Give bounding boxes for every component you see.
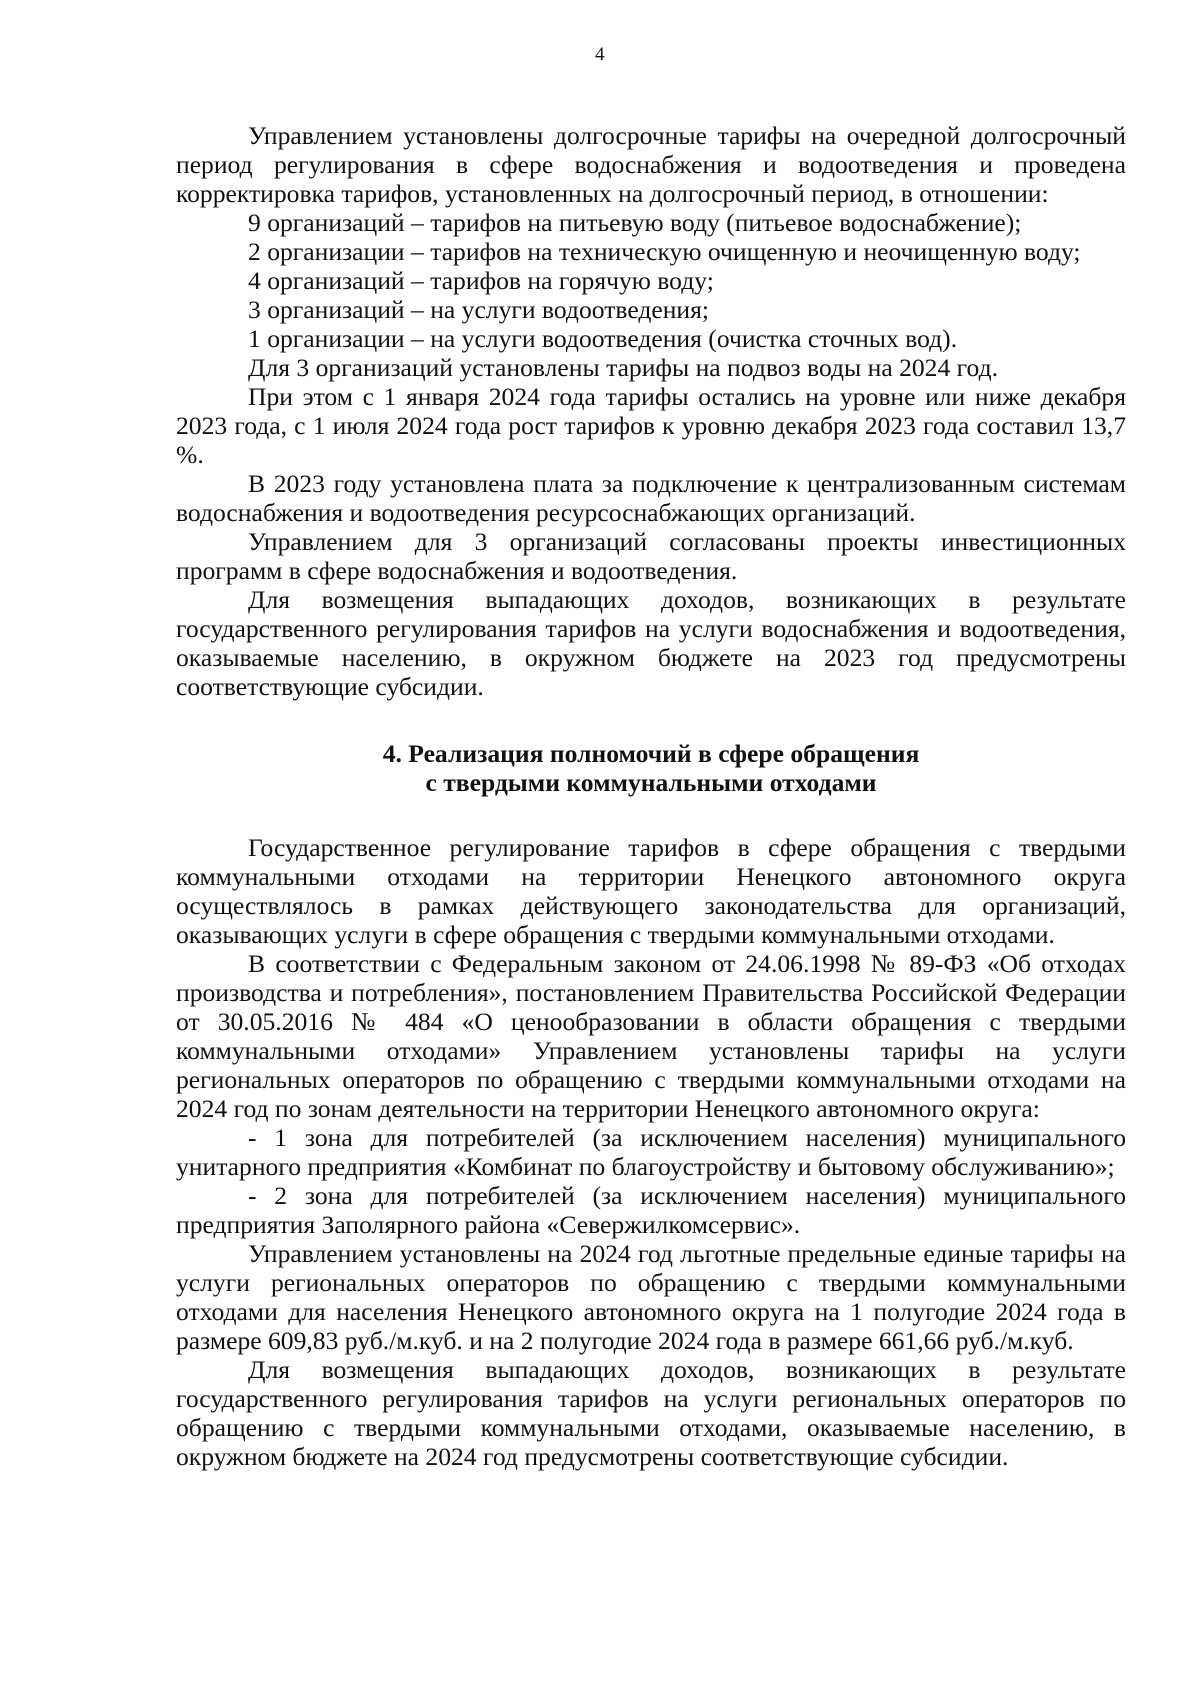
paragraph: Для возмещения выпадающих доходов, возникающих в результате государственного регулирования тарифов на услуги региональных операторов по обращению с твердыми коммунальными отходами, оказываемые населению, в окружном бюджете на 2024 год предусмотрены соответствующие субсидии. bbox=[176, 1355, 1126, 1471]
paragraph: - 1 зона для потребителей (за исключением населения) муниципального унитарного предприятия «Комбинат по благоустройству и бытовому обслуживанию»; bbox=[176, 1123, 1126, 1181]
paragraph: Управлением для 3 организаций согласованы проекты инвестиционных программ в сфере водоснабжения и водоотведения. bbox=[176, 527, 1126, 585]
paragraph: Для возмещения выпадающих доходов, возникающих в результате государственного регулирования тарифов на услуги водоснабжения и водоотведения, оказываемые населению, в окружном бюджете на 2023 год предусмотрены соответствующие субсидии. bbox=[176, 585, 1126, 701]
paragraphs-after bbox=[176, 833, 1126, 1471]
list-item: 1 организации – на услуги водоотведения (очистка сточных вод). bbox=[248, 324, 958, 353]
paragraphs-before bbox=[176, 121, 1126, 701]
page-number: 4 bbox=[595, 44, 605, 65]
section-heading bbox=[176, 739, 1126, 797]
document-body bbox=[176, 121, 1126, 1471]
paragraph: Государственное регулирование тарифов в сфере обращения с твердыми коммунальными отходами на территории Ненецкого автономного округа осуществлялось в рамках действующего законодательства для организаций, оказывающих услуги в сфере обращения с твердыми коммунальными отходами. bbox=[176, 833, 1126, 949]
list-item: 4 организаций – тарифов на горячую воду; bbox=[248, 266, 714, 295]
paragraph: - 2 зона для потребителей (за исключением населения) муниципального предприятия Заполярного района «Севержилкомсервис». bbox=[176, 1181, 1126, 1239]
paragraph: В 2023 году установлена плата за подключение к централизованным системам водоснабжения и водоотведения ресурсоснабжающих организаций. bbox=[176, 469, 1126, 527]
paragraph: Для 3 организаций установлены тарифы на подвоз воды на 2024 год. bbox=[248, 353, 999, 382]
list-item: 2 организации – тарифов на техническую очищенную и неочищенную воду; bbox=[248, 237, 1081, 266]
paragraph: Управлением установлены на 2024 год льготные предельные единые тарифы на услуги региональных операторов по обращению с твердыми коммунальными отходами для населения Ненецкого автономного округа на 1 полугодие 2024 года в размере 609,83 руб./м.куб. и на 2 полугодие 2024 года в размере 661,66 руб./м.куб. bbox=[176, 1239, 1126, 1355]
list-item: 9 организаций – тарифов на питьевую воду (питьевое водоснабжение); bbox=[248, 208, 1022, 237]
paragraph: В соответствии с Федеральным законом от 24.06.1998 № 89-ФЗ «Об отходах производства и потребления», постановлением Правительства Российской Федерации от 30.05.2016 № 484 «О ценообразовании в области обращения с твердыми коммунальными отходами» Управлением установлены тарифы на услуги региональных операторов по обращению с твердыми коммунальными отходами на 2024 год по зонам деятельности на территории Ненецкого автономного округа: bbox=[176, 949, 1126, 1123]
list-item: 3 организаций – на услуги водоотведения; bbox=[248, 295, 710, 324]
paragraph: Управлением установлены долгосрочные тарифы на очередной долгосрочный период регулирования в сфере водоснабжения и водоотведения и проведена корректировка тарифов, установленных на долгосрочный период, в отношении: bbox=[176, 121, 1126, 208]
section-heading-line-2: с твердыми коммунальными отходами bbox=[425, 768, 877, 797]
section-heading-line-1: 4. Реализация полномочий в сфере обращения bbox=[382, 739, 920, 768]
paragraph: При этом с 1 января 2024 года тарифы остались на уровне или ниже декабря 2023 года, с 1 июля 2024 года рост тарифов к уровню декабря 2023 года составил 13,7 %. bbox=[176, 382, 1126, 469]
